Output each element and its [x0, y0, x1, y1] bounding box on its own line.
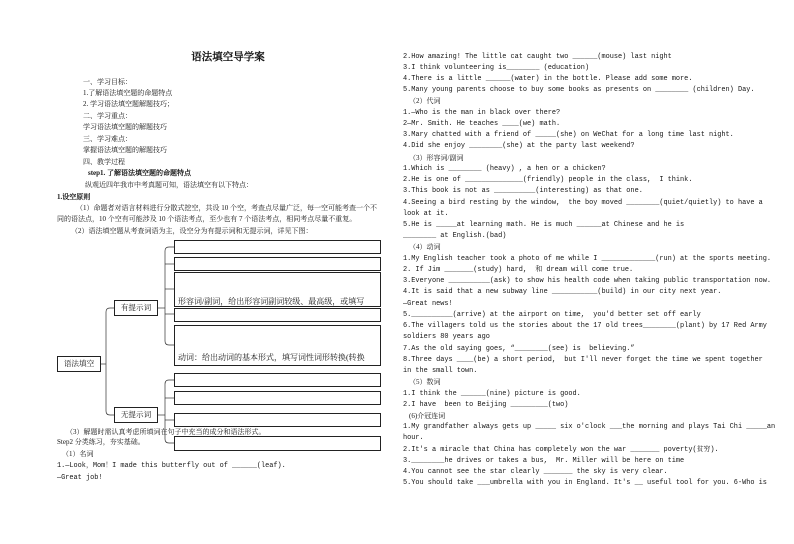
exercise-line: 4.You cannot see the star clearly _______ the sky is very clear. — [403, 468, 668, 477]
exercise-line: 8.Three days ____(be) a short period, but I'll never forget the time we spent together — [403, 355, 763, 364]
step1-heading: step1. 了解语法填空题的命题特点 — [88, 169, 192, 177]
exercise-line: 1.—Who is the man in black over there? — [403, 108, 561, 117]
exercise-line: 1.Which is ________ (heavy) , a hen or a chicken? — [403, 164, 606, 173]
mind-map-root: 语法填空 — [57, 356, 101, 372]
nohint-node-preposition — [174, 373, 381, 387]
exercise-line: hour. — [403, 434, 424, 443]
hint-node-pronoun — [174, 257, 381, 271]
exercise-line: 4.Did she enjoy ________(she) at the party last weekend? — [403, 142, 635, 151]
principle-point-1: （1）命题者对语言材料进行分散式挖空，共设 10 个空，考查点尽量广泛，每一空可能考查一个不 — [76, 204, 377, 212]
principle-point-1-continued: 同的语法点，10 个空有可能涉及 10 个语法考点，至少也有 7 个语法考点，相同考点尽量不重复。 — [57, 215, 357, 223]
exercise-line: 1.My English teacher took a photo of me while I _____________(run) at the sports meeting. — [403, 254, 772, 263]
exercise-line: 3.I think volunteering is________ (education) — [403, 63, 590, 72]
step2-heading: Step2 分类练习，夯实基础。 — [57, 438, 145, 446]
exercise-line: —Great job! — [57, 474, 103, 482]
without-hint-node: 无提示词 — [114, 407, 158, 423]
exercise-line: 4.It is said that a new subway line ___________(build) in our city next year. — [403, 288, 722, 297]
node-text: 动词：给出动词的基本形式，填写词性词形转换(转换 — [178, 353, 365, 362]
objective-item: 2. 学习语法填空题解题技巧； — [83, 100, 174, 108]
exercise-line: 2. If Jim _______(study) hard, 和 dream will come true. — [403, 265, 634, 274]
exercise-line: 5.Many young parents choose to buy some books as presents on ________ (children) Day. — [403, 86, 755, 95]
exercise-line: 2.He is one of ______________(friendly) people in the class, I think. — [403, 176, 693, 185]
process-heading: 四、教学过程 — [83, 158, 125, 166]
exercise-line: 5.You should take ___umbrella with you in England. It's __ useful tool for you. 6-Who is — [403, 479, 767, 488]
difficulties-text: 掌握语法填空题的解题技巧 — [83, 146, 167, 154]
exercise-line: 3.________he drives or takes a bus, Mr. Miller will be here on time — [403, 456, 685, 465]
exercise-line: 6.The villagers told us the stories about the 17 old trees________(plant) by 17 Red Army — [403, 322, 767, 331]
page-title: 语法填空导学案 — [191, 52, 265, 63]
exercise-line: 2.It's a miracle that China has completely won the war _______ poverty(贫穷). — [403, 445, 719, 454]
difficulties-heading: 三、学习难点： — [83, 135, 132, 143]
step1-intro: 纵观近四年我市中考真题可知，语法填空有以下特点： — [85, 181, 253, 189]
key-points-text: 学习语法填空题的解题技巧 — [83, 123, 167, 131]
exercise-line: look at it. — [403, 209, 449, 218]
exercise-line: soldiers 80 years ago — [403, 333, 490, 342]
exercise-section-heading: （3）形容词/副词 — [409, 153, 464, 162]
objectives-heading: 一、学习目标： — [83, 78, 132, 86]
exercise-line: 2.How amazing! The little cat caught two ______(mouse) last night — [403, 52, 672, 61]
exercise-section-heading: (6)介冠连词 — [409, 412, 446, 420]
exercise-line: 1.I think the ______(nine) picture is good. — [403, 389, 581, 398]
exercise-line: 4.There is a little ______(water) in the bottle. Please add some more. — [403, 74, 693, 83]
exercise-section-heading: （1）名词 — [62, 450, 94, 458]
hint-node-numeral — [174, 308, 381, 322]
exercise-line: 1.My grandfather always gets up _____ six o'clock ___the morning and plays Tai Chi _____an — [403, 423, 776, 432]
key-points-heading: 二、学习重点： — [83, 112, 132, 120]
hint-node-noun — [174, 240, 381, 254]
hint-node-verb — [174, 325, 381, 366]
exercise-line: ________ at English.(bad) — [403, 232, 507, 241]
principle-heading: 1.设空原则 — [57, 193, 91, 201]
exercise-line: 3.Mary chatted with a friend of _____(she) on WeChat for a long time last night. — [403, 131, 734, 140]
connector-with-hint-brace — [165, 247, 174, 345]
connector-root-to-without-hint — [106, 364, 114, 415]
exercise-line: 5.__________(arrive) at the airport on time, you'd better set off early — [403, 310, 701, 319]
exercise-line: 3.Everyone __________(ask) to show his health code when taking public transportation now. — [403, 277, 772, 286]
principle-point-3: （3）解题时需认真考虑所填词在句子中充当的成分和语法形式。 — [66, 428, 266, 436]
exercise-section-heading: （5）数词 — [409, 378, 441, 387]
right-column — [403, 52, 789, 490]
exercise-line: 3.This book is not as __________(interesting) as that one. — [403, 187, 643, 196]
hint-node-adjective-adverb — [174, 272, 381, 307]
exercise-line: in the small town. — [403, 367, 478, 376]
exercise-line: —Great news! — [403, 299, 453, 308]
exercise-section-heading: （4）动词 — [409, 243, 441, 252]
nohint-node-it — [174, 436, 381, 451]
exercise-line: 1.—Look，Mom！I made this butterfly out of ______(leaf). — [57, 462, 286, 470]
connector-root-to-with-hint — [106, 308, 114, 364]
objective-item: 1.了解语法填空题的命题特点 — [83, 89, 173, 97]
exercise-line: 2.I have been to Beijing _________(two) — [403, 400, 569, 409]
node-text: 形容词/副词，给出形容词副词较级、最高级，或填写 — [178, 296, 365, 306]
with-hint-node: 有提示词 — [114, 300, 158, 316]
exercise-line: 5.He is _____at learning math. He is much ______at Chinese and he is — [403, 221, 685, 230]
exercise-section-heading: （2）代词 — [409, 97, 441, 106]
exercise-line: 4.Seeing a bird resting by the window, the boy moved ________(quiet/quietly) to have a — [403, 198, 763, 207]
nohint-node-conjunction — [174, 413, 381, 427]
exercise-line: 7.As the old saying goes, “________(see) is believing.” — [403, 344, 635, 353]
exercise-line: 2—Mr. Smith. He teaches ____(we) math. — [403, 119, 561, 128]
nohint-node-article — [174, 391, 381, 405]
principle-point-2: （2）语法填空题从考查词语为主，设空分为有提示词和无提示词，详见下图： — [71, 227, 313, 235]
